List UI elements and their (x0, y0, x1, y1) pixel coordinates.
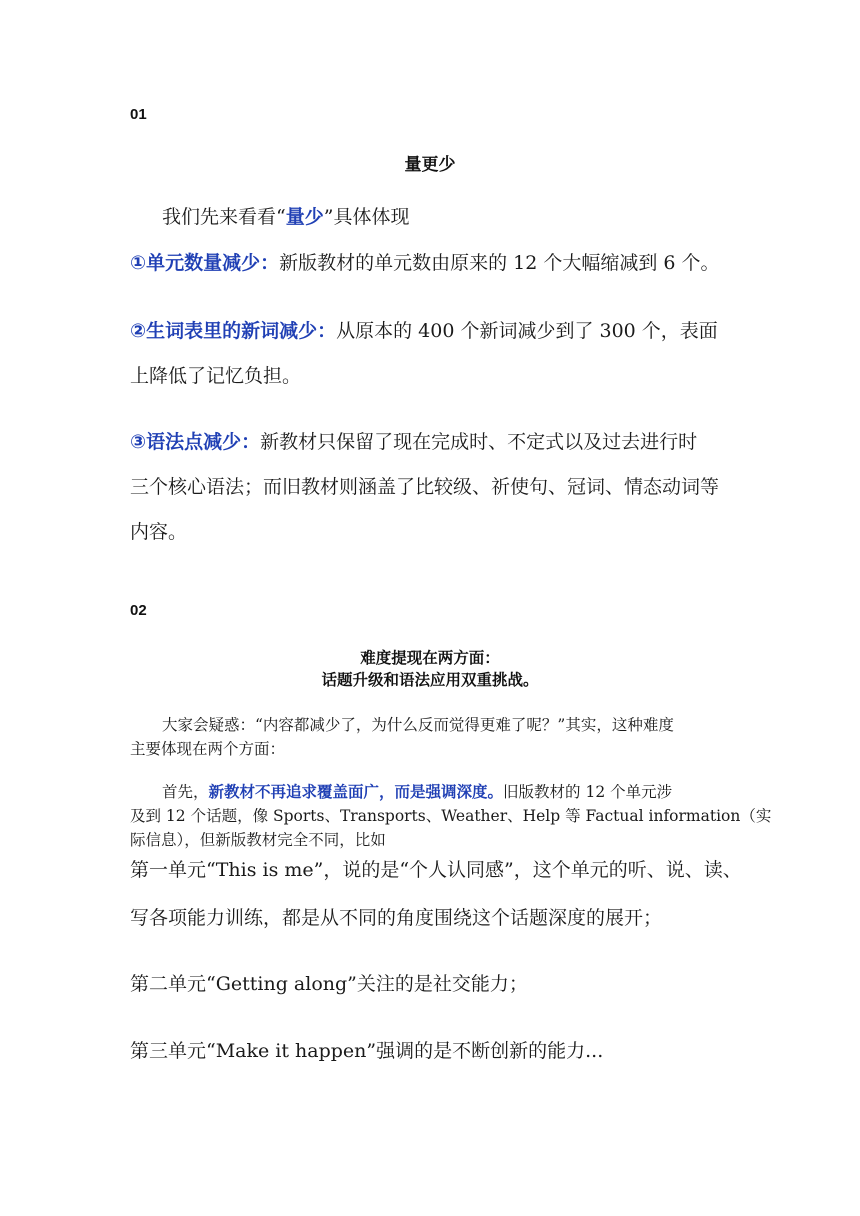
unit-1-line-2: 写各项能力训练，都是从不同的角度围绕这个话题深度的展开； (130, 907, 663, 929)
intro-line: 我们先来看看“量少”具体体现 (162, 206, 410, 228)
intro-highlight: 量少 (285, 206, 324, 228)
section-heading-less-content: 量更少 (404, 155, 456, 175)
unit-3: 第三单元“Make it happen”强调的是不断创新的能力... (130, 1040, 604, 1062)
item-2-marker: ② (130, 320, 147, 342)
item-2-title: 生词表里的新词减少： (146, 320, 337, 342)
section2-heading-line-1: 难度提现在两方面： (360, 649, 500, 667)
item-3-title: 语法点减少： (146, 431, 261, 453)
para2-line-3: 际信息），但新版教材完全不同，比如 (130, 831, 386, 849)
para2-highlight: 新教材不再追求覆盖面广，而是强调深度。 (208, 783, 504, 801)
unit-2: 第二单元“Getting along”关注的是社交能力； (130, 973, 528, 995)
para2-line-2: 及到 12 个话题，像 Sports、Transports、Weather、Help 等 Factual information（实 (130, 807, 772, 825)
item-2-text: 从原本的 400 个新词减少到了 300 个，表面 (336, 320, 718, 342)
para2-line-1: 首先，新教材不再追求覆盖面广，而是强调深度。旧版教材的 12 个单元涉 (162, 783, 673, 801)
item-3-text: 新教材只保留了现在完成时、不定式以及过去进行时 (260, 431, 698, 453)
para1-line-2: 主要体现在两个方面： (130, 740, 286, 758)
item-2-line-2: 上降低了记忆负担。 (130, 365, 302, 387)
item-1-text: 新版教材的单元数由原来的 12 个大幅缩减到 6 个。 (279, 252, 720, 274)
item-3-line-3: 内容。 (130, 521, 188, 543)
para1-line-1: 大家会疑惑：“内容都减少了，为什么反而觉得更难了呢？”其实，这种难度 (162, 716, 674, 734)
item-1 (130, 234, 720, 292)
section-number-01: 01 (130, 106, 147, 123)
item-1-marker: ① (130, 252, 147, 274)
item-3-line-2: 三个核心语法；而旧教材则涵盖了比较级、祈使句、冠词、情态动词等 (130, 476, 720, 498)
section-number-02: 02 (130, 602, 147, 619)
item-1-title: 单元数量减少： (146, 252, 280, 274)
item-3-marker: ③ (130, 431, 147, 453)
unit-1-line-1: 第一单元“This is me”，说的是“个人认同感”，这个单元的听、说、读、 (130, 859, 742, 881)
section2-heading-line-2: 话题升级和语法应用双重挑战。 (321, 671, 539, 689)
